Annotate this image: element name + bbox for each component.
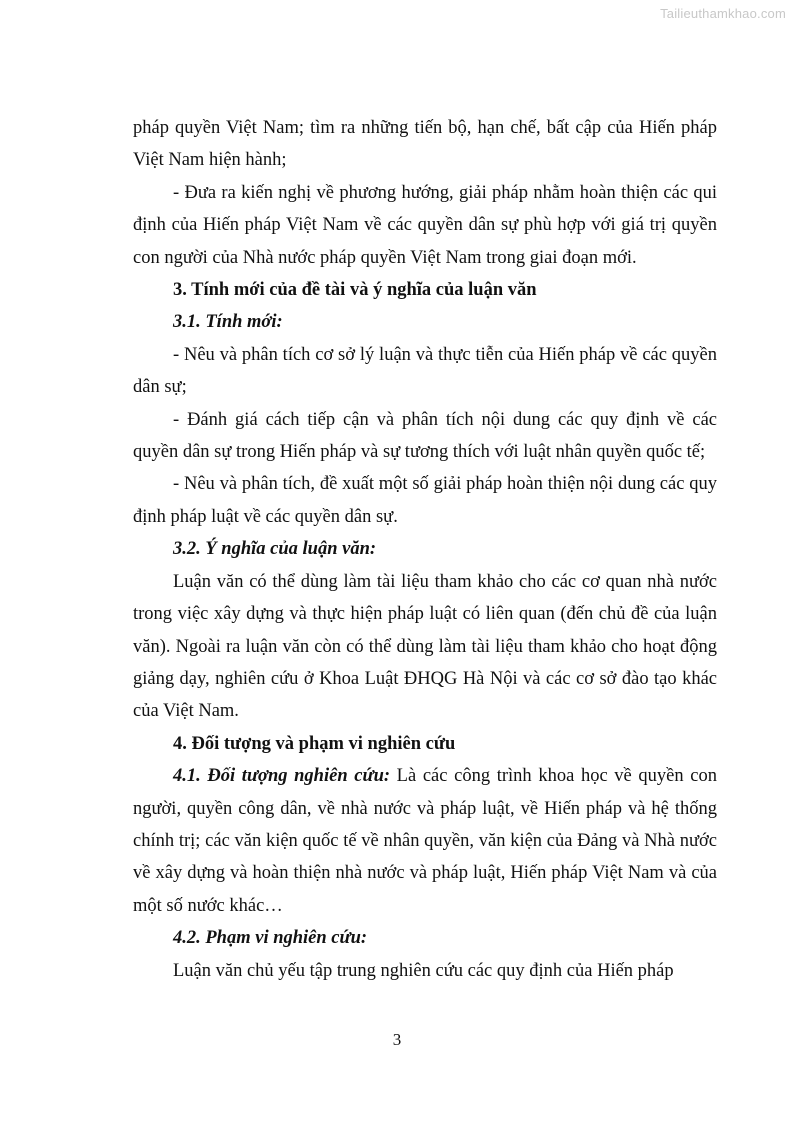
subsection-heading-3-1: 3.1. Tính mới:: [173, 312, 283, 333]
paragraph-text: Là các công trình khoa học về quyền con người, quyền công dân, về nhà nước và pháp luật, về Hiến pháp và hệ thống chính trị; các văn kiện quốc tế về nhân quyền, văn kiện của Đảng và Nhà nước về xây dựng và hoàn thiện nhà nước và pháp luật, Hiến pháp Việt Nam và của một số nước khác…: [133, 766, 717, 916]
paragraph: - Đánh giá cách tiếp cận và phân tích nội dung các quy định về các quyền dân sự trong Hiến pháp và sự tương thích với luật nhân quyền quốc tế;: [133, 409, 717, 463]
subsection-heading-3-2: 3.2. Ý nghĩa của luận văn:: [173, 539, 377, 560]
subsection-heading-4-2: 4.2. Phạm vi nghiên cứu:: [173, 928, 368, 949]
paragraph: - Đưa ra kiến nghị về phương hướng, giải pháp nhằm hoàn thiện các qui định của Hiến pháp Việt Nam về các quyền dân sự phù hợp với giá trị quyền con người của Nhà nước pháp quyền Việt Nam trong giai đoạn mới.: [133, 182, 717, 268]
page-number: 3: [392, 1030, 402, 1049]
paragraph: Luận văn có thể dùng làm tài liệu tham khảo cho các cơ quan nhà nước trong việc xây dựng và thực hiện pháp luật có liên quan (đến chủ đề của luận văn). Ngoài ra luận văn còn có thể dùng làm tài liệu tham khảo cho hoạt động giảng dạy, nghiên cứu ở Khoa Luật ĐHQG Hà Nội và các cơ sở đào tạo khác của Việt Nam.: [133, 571, 717, 722]
watermark: Tailieuthamkhao.com: [660, 6, 786, 21]
paragraph-4-1: [133, 760, 717, 922]
document-body: [133, 112, 717, 987]
section-heading-4: 4. Đối tượng và phạm vi nghiên cứu: [173, 733, 456, 754]
paragraph: - Nêu và phân tích, đề xuất một số giải pháp hoàn thiện nội dung các quy định pháp luật về các quyền dân sự.: [133, 474, 717, 527]
paragraph: Luận văn chủ yếu tập trung nghiên cứu các quy định của Hiến pháp: [173, 960, 674, 981]
paragraph: - Nêu và phân tích cơ sở lý luận và thực tiễn của Hiến pháp về các quyền dân sự;: [133, 344, 717, 398]
paragraph: pháp quyền Việt Nam; tìm ra những tiến bộ, hạn chế, bất cập của Hiến pháp Việt Nam hiện hành;: [133, 118, 717, 171]
section-heading-3: 3. Tính mới của đề tài và ý nghĩa của luận văn: [173, 280, 537, 301]
subsection-heading-4-1: 4.1. Đối tượng nghiên cứu:: [173, 766, 391, 787]
